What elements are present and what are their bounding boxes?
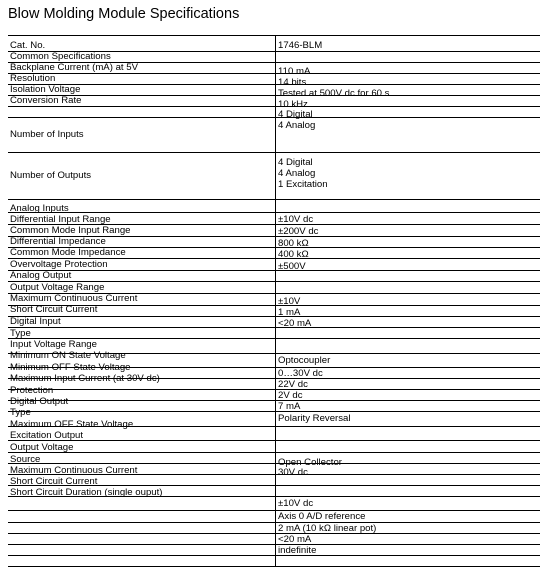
- column-divider: [275, 35, 276, 567]
- spec-label: Output Voltage: [10, 442, 74, 453]
- spec-value: indefinite: [278, 545, 317, 556]
- spec-value: 10 kHz: [278, 99, 308, 110]
- spec-label: Differential Impedance: [10, 236, 106, 247]
- spec-value: 4 Digital 4 Analog 1 Excitation: [278, 157, 328, 190]
- spec-label: Minimum OFF State Voltage: [10, 362, 131, 373]
- spec-label: Overvoltage Protection: [10, 259, 108, 270]
- spec-value: Polarity Reversal: [278, 413, 351, 424]
- table-rule: [8, 389, 540, 390]
- section-heading: Analog Inputs: [10, 203, 69, 214]
- spec-value: 14 bits: [278, 77, 307, 88]
- spec-value: 1746-BLM: [278, 40, 323, 51]
- spec-label: Maximum Input Current (at 30V dc): [10, 373, 160, 384]
- table-rule: [8, 316, 540, 317]
- spec-value: Tested at 500V dc for 60 s: [278, 88, 390, 99]
- spec-value: 0…30V dc: [278, 368, 323, 379]
- spec-value: ±10V: [278, 296, 301, 307]
- table-rule: [8, 212, 540, 213]
- spec-value: ±200V dc: [278, 226, 319, 237]
- table-rule: [8, 73, 540, 74]
- table-rule: [8, 533, 540, 534]
- spec-label: Type: [10, 407, 31, 418]
- spec-value: 4 Digital 4 Analog: [278, 109, 316, 131]
- section-heading: Common Specifications: [10, 51, 111, 62]
- table-rule: [8, 440, 540, 441]
- section-heading: Excitation Output: [10, 430, 84, 441]
- table-rule: [8, 411, 540, 412]
- spec-value: 1 mA: [278, 307, 301, 318]
- table-rule: [8, 106, 540, 107]
- spec-value: 30V dc: [278, 467, 308, 478]
- section-heading: Digital Input: [10, 316, 61, 327]
- spec-label: Minimum ON State Voltage: [10, 350, 126, 361]
- table-rule: [8, 152, 540, 153]
- spec-label: Short Circuit Current: [10, 304, 98, 315]
- spec-value: Open Collector: [278, 457, 342, 468]
- spec-label: Short Circuit Duration (single ouput): [10, 487, 163, 498]
- spec-value: 7 mA: [278, 401, 301, 412]
- table-rule: [8, 400, 540, 401]
- table-rule: [8, 327, 540, 328]
- table-rule: [8, 510, 540, 511]
- spec-label: Cat. No.: [10, 40, 46, 51]
- spec-label: Isolation Voltage: [10, 84, 81, 95]
- spec-label: Resolution: [10, 73, 56, 84]
- spec-label: Maximum Continuous Current: [10, 465, 138, 476]
- spec-value: ±10V dc: [278, 214, 314, 225]
- spec-value: 2 mA (10 kΩ linear pot): [278, 523, 377, 534]
- spec-label: Differential Input Range: [10, 214, 111, 225]
- table-rule: [8, 555, 540, 556]
- spec-label: Type: [10, 328, 31, 339]
- spec-value: 110 mA: [278, 66, 311, 77]
- table-rule: [8, 566, 540, 567]
- spec-label: Output Voltage Range: [10, 282, 105, 293]
- table-rule: [8, 84, 540, 85]
- spec-label: Number of Outputs: [10, 170, 92, 181]
- spec-label: Source: [10, 454, 41, 465]
- table-rule: [8, 35, 540, 36]
- table-rule: [8, 544, 540, 545]
- spec-label: Protection: [10, 385, 54, 396]
- spec-label: Common Mode Input Range: [10, 225, 131, 236]
- section-heading: Digital Output: [10, 396, 69, 407]
- spec-value: ±500V: [278, 261, 306, 272]
- spec-value: 22V dc: [278, 379, 308, 390]
- page-title: Blow Molding Module Specifications: [8, 6, 240, 22]
- spec-label: Common Mode Impedance: [10, 247, 126, 258]
- spec-value: ±10V dc: [278, 498, 314, 509]
- spec-label: Maximum Continuous Current: [10, 293, 138, 304]
- spec-label: Maximum OFF State Voltage: [10, 419, 134, 430]
- table-rule: [8, 522, 540, 523]
- spec-label: Input Voltage Range: [10, 339, 97, 350]
- spec-value: 2V dc: [278, 390, 303, 401]
- table-rule: [8, 95, 540, 96]
- spec-value: Axis 0 A/D reference: [278, 511, 366, 522]
- spec-value: 800 kΩ: [278, 238, 309, 249]
- spec-value: Optocoupler: [278, 355, 331, 366]
- spec-label: Number of Inputs: [10, 129, 84, 140]
- table-rule: [8, 117, 540, 118]
- spec-label: Conversion Rate: [10, 95, 82, 106]
- spec-value: <20 mA: [278, 534, 312, 545]
- spec-label: Backplane Current (mA) at 5V: [10, 62, 138, 73]
- section-heading: Analog Output: [10, 270, 72, 281]
- table-rule: [8, 463, 540, 464]
- spec-value: 400 kΩ: [278, 249, 309, 260]
- table-rule: [8, 270, 540, 271]
- table-rule: [8, 199, 540, 200]
- spec-value: <20 mA: [278, 318, 312, 329]
- spec-label: Short Circuit Current: [10, 476, 98, 487]
- table-rule: [8, 452, 540, 453]
